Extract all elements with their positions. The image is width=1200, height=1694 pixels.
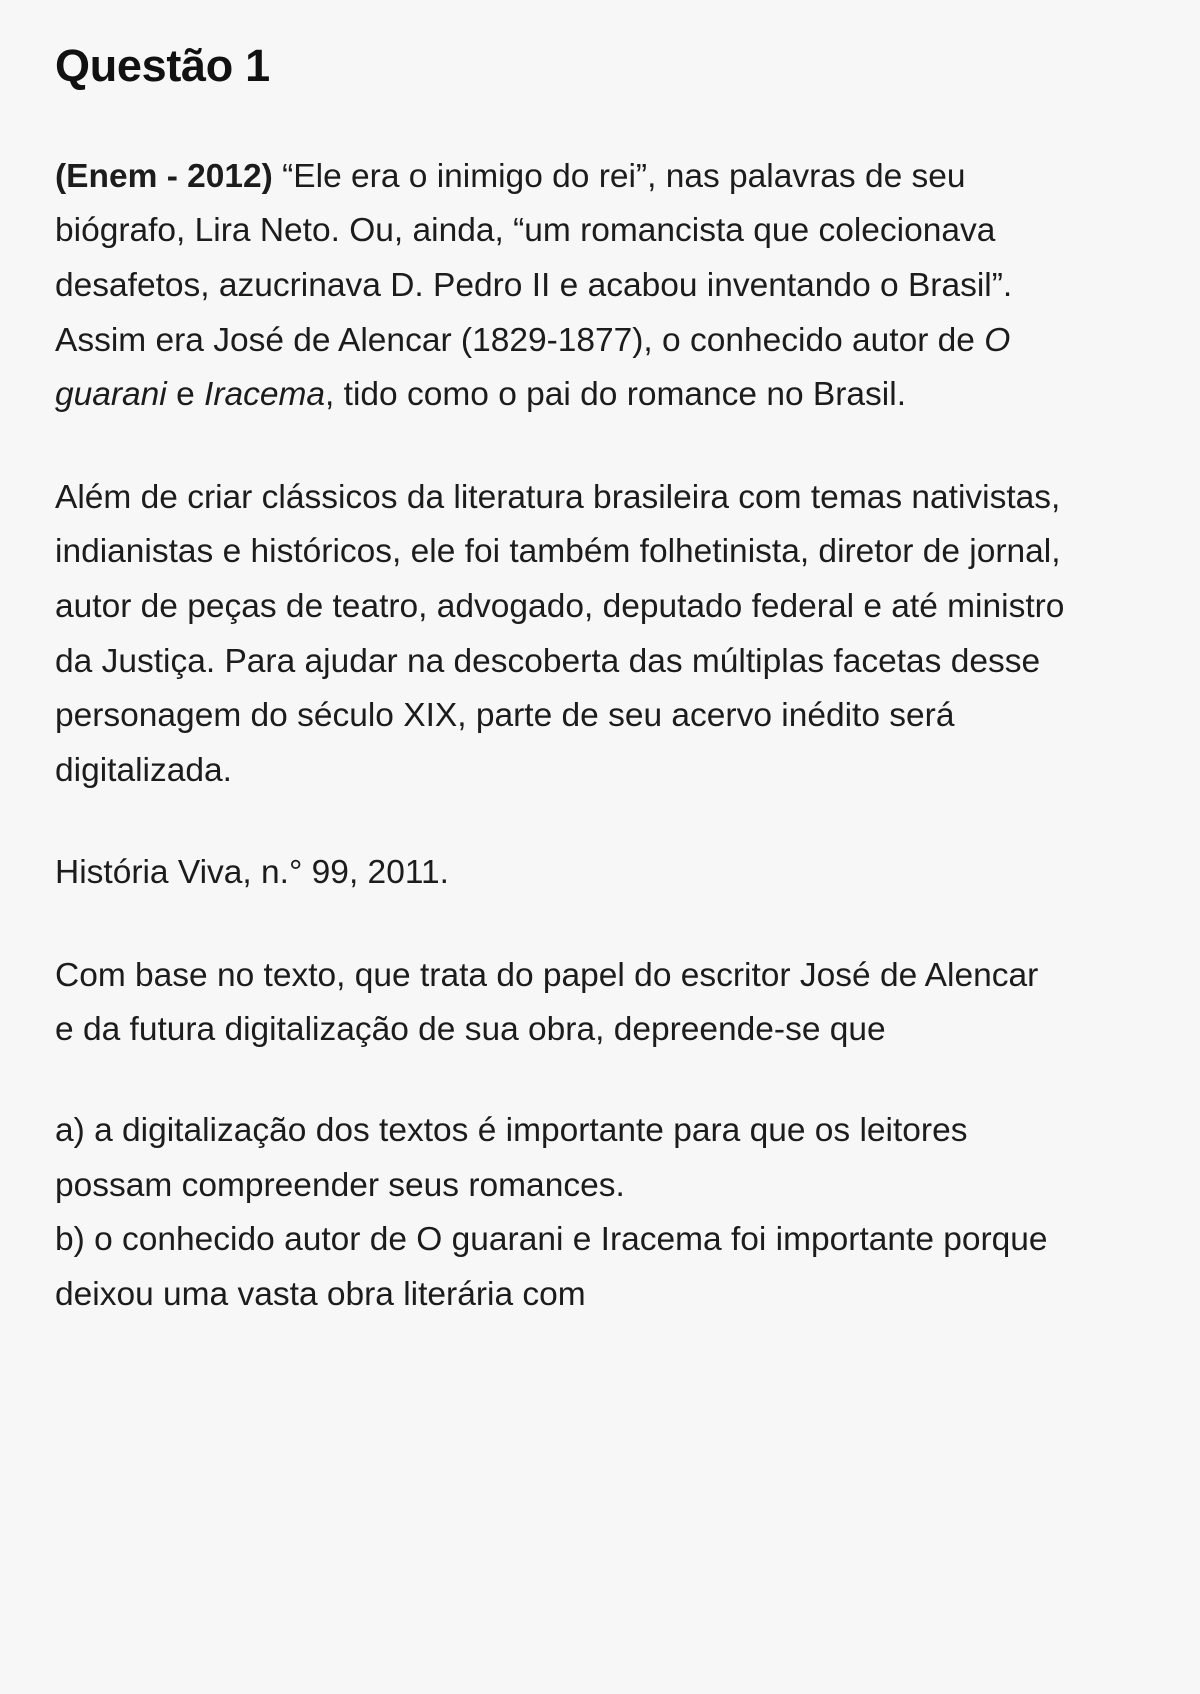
- statement-intro-ending: , tido como o pai do romance no Brasil.: [325, 376, 906, 414]
- work-title-o-guarani: O guarani: [55, 321, 1011, 414]
- question-prompt: Com base no texto, que trata do papel do escritor José de Alencar e da futura digitalização de sua obra, depreende-se que: [55, 956, 1039, 1049]
- statement-reference: História Viva, n.° 99, 2011.: [55, 854, 449, 892]
- page-title: Questão 1: [55, 40, 270, 91]
- statement-intro-connector: e: [166, 376, 205, 414]
- answer-option-b[interactable]: b) o conhecido autor de O guarani e Iracema foi importante porque deixou uma vasta obra literária com: [55, 1221, 1048, 1313]
- statement-body-paragraph: Além de criar clássicos da literatura brasileira com temas nativistas, indianistas e históricos, ele foi também folhetinista, diretor de jornal, autor de peças de teatro, advogado, deputado federal e até ministro da Justiça. Para ajudar na descoberta das múltiplas facetas desse personagem do século XIX, parte de seu acervo inédito será digitalizada.: [55, 478, 1065, 789]
- answer-option-a[interactable]: a) a digitalização dos textos é importante para que os leitores possam compreender seus romances.: [55, 1112, 968, 1204]
- work-title-iracema: Iracema: [204, 376, 326, 414]
- answer-options-list: [55, 1104, 1145, 1322]
- exam-source-label: (Enem - 2012): [55, 157, 273, 195]
- statement-intro-text: “Ele era o inimigo do rei”, nas palavras de seu biógrafo, Lira Neto. Ou, ainda, “um romancista que colecionava desafetos, azucrinava D. Pedro II e acabou inventando o Brasil”. Assim era José de Alencar (1829-1877), o conhecido autor de: [55, 157, 1013, 359]
- statement-intro-paragraph: [55, 150, 1065, 423]
